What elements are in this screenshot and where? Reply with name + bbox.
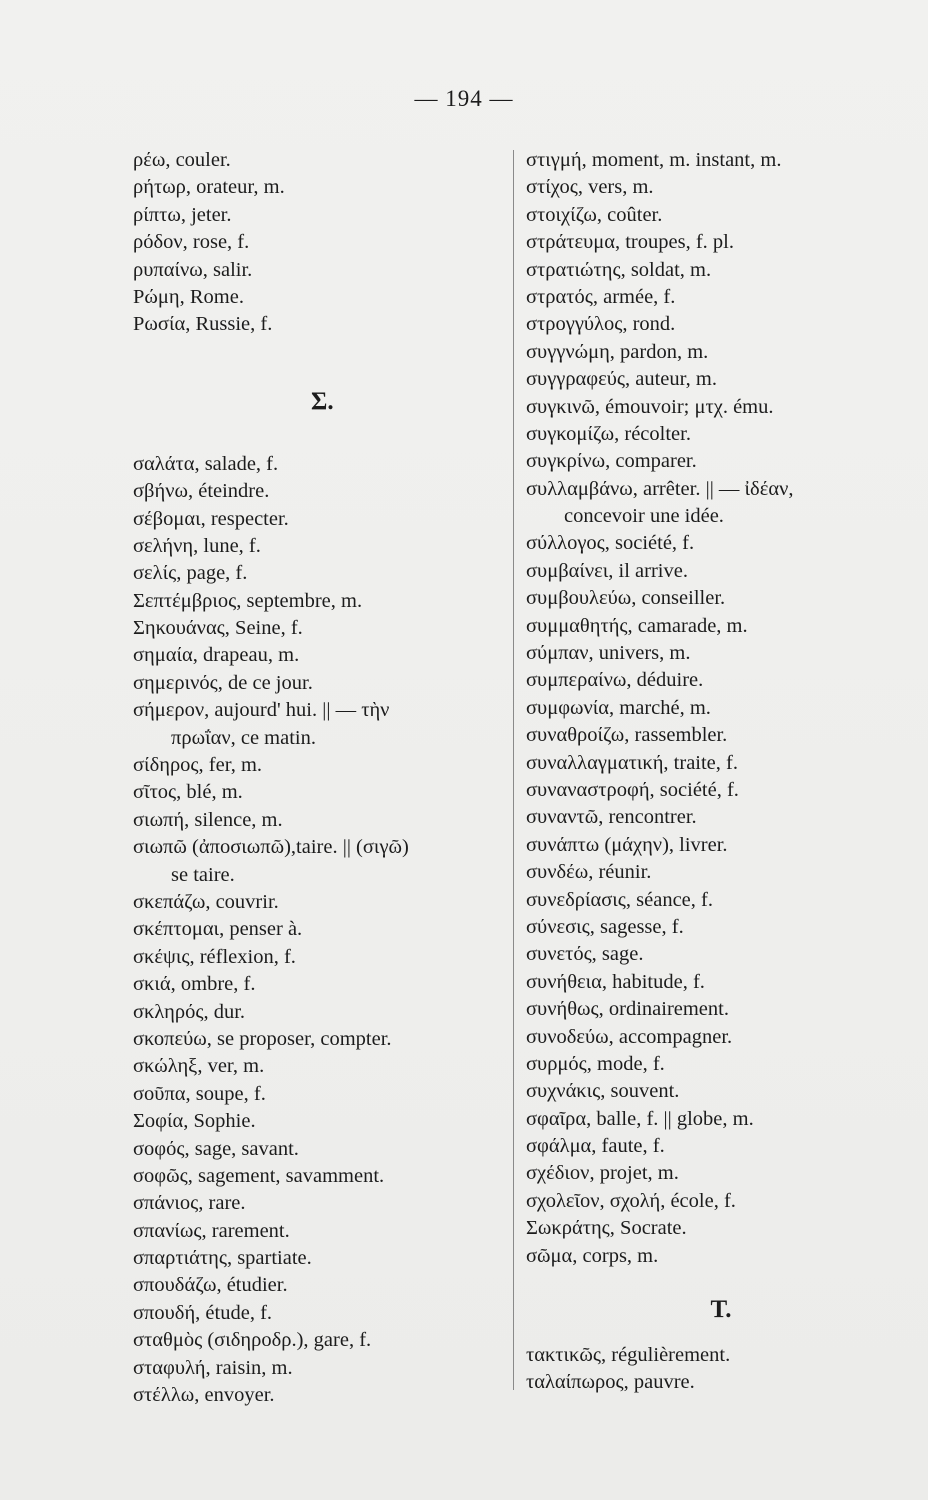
dictionary-entry: σφαῖρα, balle, f. || globe, m. <box>526 1107 754 1130</box>
dictionary-entry: Σωκράτης, Socrate. <box>526 1217 687 1240</box>
dictionary-entry: σύλλογος, société, f. <box>526 532 695 555</box>
dictionary-entry: σχολεῖον, σχολή, école, f. <box>526 1189 736 1212</box>
dictionary-entry: ρυπαίνω, salir. <box>133 258 253 281</box>
dictionary-entry: συχνάκις, souvent. <box>526 1080 680 1103</box>
entries-s-left <box>133 451 505 1410</box>
page-number: — 194 — <box>414 86 514 111</box>
dictionary-entry: συγγνώμη, pardon, m. <box>526 340 709 363</box>
dictionary-entry: σπανίως, rarement. <box>133 1219 290 1242</box>
dictionary-entry: σῖτος, blé, m. <box>133 781 243 804</box>
dictionary-entry: συναναστροφή, société, f. <box>526 778 739 801</box>
dictionary-entry: Σηκουάνας, Seine, f. <box>133 617 303 640</box>
dictionary-entry: ρόδον, rose, f. <box>133 231 250 254</box>
dictionary-entry: σταφυλή, raisin, m. <box>133 1356 293 1379</box>
section-letter-tau: Τ. <box>710 1296 732 1324</box>
left-column <box>133 147 505 1409</box>
dictionary-entry: συναθροίζω, rassembler. <box>526 724 728 747</box>
dictionary-entry: στρογγύλος, rond. <box>526 313 676 336</box>
dictionary-entry: σελήνη, lune, f. <box>133 534 261 557</box>
dictionary-entry: συμβαίνει, il arrive. <box>526 559 688 582</box>
dictionary-entry: Σοφία, Sophie. <box>133 1110 256 1133</box>
dictionary-entry: σπουδή, étude, f. <box>133 1301 273 1324</box>
dictionary-entry: σπάνιος, rare. <box>133 1192 246 1215</box>
dictionary-entry: σκληρός, dur. <box>133 1000 246 1023</box>
dictionary-entry: συνήθεια, habitude, f. <box>526 970 705 993</box>
dictionary-entry: συρμός, mode, f. <box>526 1052 665 1075</box>
entries-s-right <box>526 147 916 1270</box>
dictionary-entry: σῶμα, corps, m. <box>526 1244 659 1267</box>
dictionary-entry: σημαία, drapeau, m. <box>133 644 300 667</box>
dictionary-entry: στέλλω, envoyer. <box>133 1384 275 1407</box>
dictionary-entry: στρατιώτης, soldat, m. <box>526 258 712 281</box>
dictionary-entry: σοφός, sage, savant. <box>133 1137 299 1160</box>
dictionary-entry: σταθμὸς (σιδηροδρ.), gare, f. <box>133 1329 372 1352</box>
dictionary-entry: σύνεσις, sagesse, f. <box>526 915 684 938</box>
dictionary-entry: ταλαίπωρος, pauvre. <box>526 1371 695 1394</box>
dictionary-entry: σιωπή, silence, m. <box>133 808 283 831</box>
dictionary-entry: συγγραφεύς, auteur, m. <box>526 368 717 391</box>
dictionary-entry: σκοπεύω, se proposer, compter. <box>133 1027 392 1050</box>
dictionary-entry: σημερινός, de ce jour. <box>133 671 313 694</box>
dictionary-entry: σοφῶς, sagement, savamment. <box>133 1164 385 1187</box>
dictionary-entry: συγκινῶ, émouvoir; μτχ. ému. <box>526 395 774 418</box>
dictionary-entry: συνετός, sage. <box>526 943 644 966</box>
entries-t <box>526 1342 916 1397</box>
dictionary-entry: συμφωνία, marché, m. <box>526 696 711 719</box>
section-letter-sigma: Σ. <box>311 387 334 415</box>
dictionary-entry: σκώληξ, ver, m. <box>133 1055 265 1078</box>
dictionary-entry: σελίς, page, f. <box>133 562 248 585</box>
dictionary-entry: συμπεραίνω, déduire. <box>526 669 704 692</box>
dictionary-entry: συγκομίζω, récolter. <box>526 422 691 445</box>
entry-continuation: concevoir une idée. <box>564 505 724 528</box>
dictionary-entry: σίδηρος, fer, m. <box>133 754 263 777</box>
entry-continuation: se taire. <box>171 863 235 886</box>
dictionary-entry: στιγμή, moment, m. instant, m. <box>526 149 782 171</box>
dictionary-entry: σπαρτιάτης, spartiate. <box>133 1247 312 1270</box>
dictionary-entry: στρατός, armée, f. <box>526 285 676 308</box>
dictionary-entry: σκιά, ombre, f. <box>133 973 256 996</box>
dictionary-entry: συνήθως, ordinairement. <box>526 998 729 1021</box>
dictionary-entry: σχέδιον, projet, m. <box>526 1162 679 1185</box>
dictionary-entry: σφάλμα, faute, f. <box>526 1135 665 1158</box>
dictionary-entry: συγκρίνω, comparer. <box>526 450 697 473</box>
dictionary-entry: Ρωσία, Russie, f. <box>133 313 273 336</box>
dictionary-entry: σοῦπα, soupe, f. <box>133 1082 266 1105</box>
dictionary-entry: ρέω, couler. <box>133 149 231 171</box>
entry-continuation: πρωΐαν, ce matin. <box>171 726 316 749</box>
dictionary-entry: συνοδεύω, accompagner. <box>526 1025 733 1048</box>
dictionary-entry: συναντῶ, rencontrer. <box>526 806 697 829</box>
dictionary-entry: στοιχίζω, coûter. <box>526 203 663 226</box>
dictionary-entry: σκεπάζω, couvrir. <box>133 890 279 913</box>
dictionary-entry: σιωπῶ (ἀποσιωπῶ),taire. || (σιγῶ) <box>133 836 409 859</box>
dictionary-entry: σπουδάζω, étudier. <box>133 1274 288 1297</box>
dictionary-entry: συναλλαγματική, traite, f. <box>526 751 738 774</box>
dictionary-entry: ρήτωρ, orateur, m. <box>133 176 285 199</box>
dictionary-entry: ρίπτω, jeter. <box>133 203 232 226</box>
dictionary-entry: τακτικῶς, régulièrement. <box>526 1344 731 1367</box>
right-column <box>526 147 916 1397</box>
dictionary-entry: συμμαθητής, camarade, m. <box>526 614 748 637</box>
dictionary-entry: σκέπτομαι, penser à. <box>133 918 303 941</box>
dictionary-entry: Σεπτέμβριος, septembre, m. <box>133 589 363 612</box>
dictionary-entry: συμβουλεύω, conseiller. <box>526 587 726 610</box>
dictionary-entry: συνδέω, réunir. <box>526 861 652 884</box>
dictionary-entry: σέβομαι, respecter. <box>133 507 289 530</box>
entries-r <box>133 147 505 339</box>
dictionary-entry: συλλαμβάνω, arrêter. || — ἰδέαν, <box>526 477 794 500</box>
dictionary-entry: σαλάτα, salade, f. <box>133 452 279 475</box>
dictionary-entry: στίχος, vers, m. <box>526 176 654 199</box>
dictionary-entry: σήμερον, aujourd' hui. || — τὴν <box>133 699 390 722</box>
dictionary-entry: σκέψις, réflexion, f. <box>133 945 296 968</box>
column-divider <box>513 150 514 1390</box>
dictionary-entry: Ρώμη, Rome. <box>133 285 244 308</box>
dictionary-entry: συνάπτω (μάχην), livrer. <box>526 833 728 856</box>
dictionary-entry: στράτευμα, troupes, f. pl. <box>526 231 734 254</box>
dictionary-entry: συνεδρίασις, séance, f. <box>526 888 713 911</box>
dictionary-entry: σβήνω, éteindre. <box>133 480 270 503</box>
dictionary-entry: σύμπαν, univers, m. <box>526 642 691 665</box>
